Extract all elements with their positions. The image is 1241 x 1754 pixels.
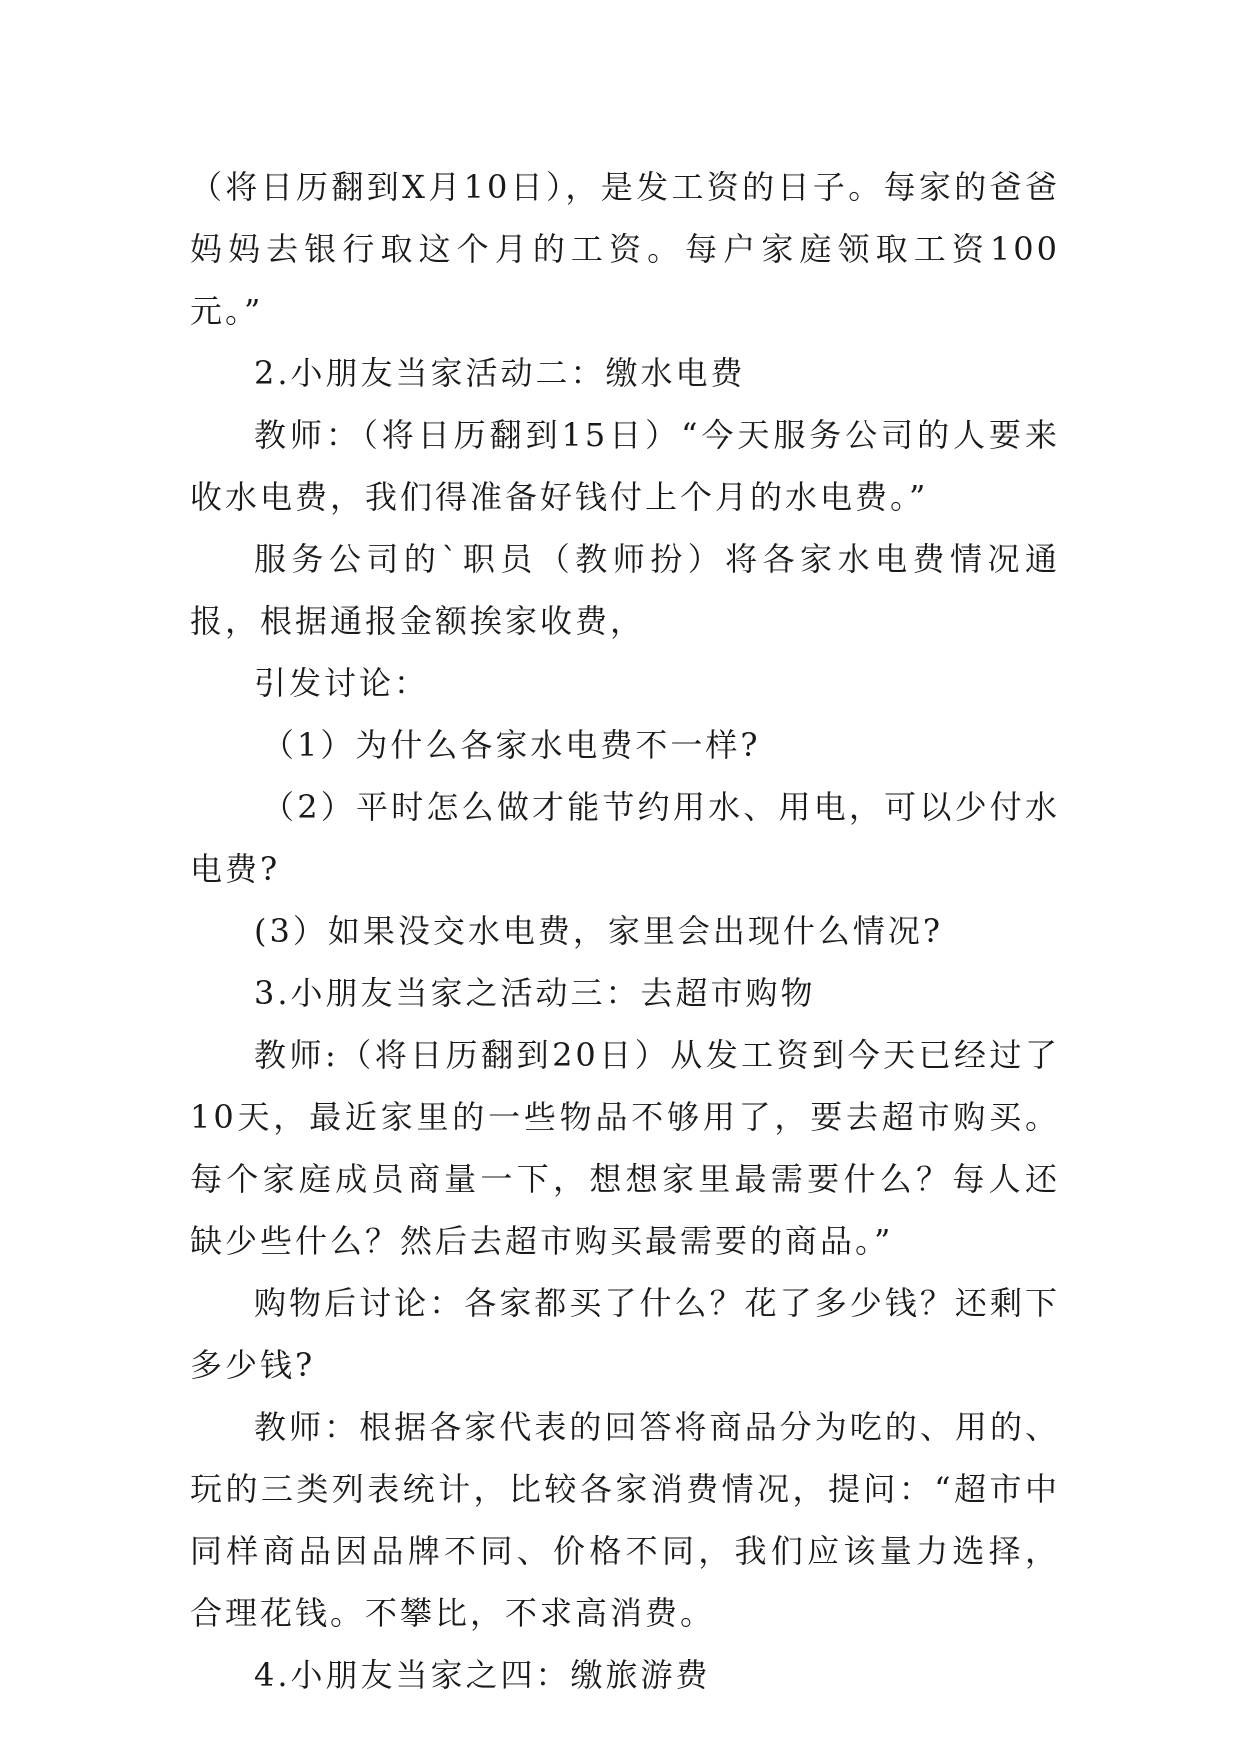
question-two: （2）平时怎么做才能节约用水、用电，可以少付水电费? — [190, 788, 1060, 888]
paragraph-discussion-intro: 引发讨论： — [254, 664, 430, 702]
question-three: (3）如果没交水电费，家里会出现什么情况? — [254, 912, 944, 950]
heading-activity-three: 3.小朋友当家之活动三：去超市购物 — [254, 974, 816, 1012]
paragraph-staff-report: 服务公司的`职员（教师扮）将各家水电费情况通报，根据通报金额挨家收费， — [190, 540, 1060, 640]
heading-activity-four: 4.小朋友当家之四：缴旅游费 — [254, 1656, 711, 1694]
paragraph-after-shopping: 购物后讨论：各家都买了什么？花了多少钱？还剩下多少钱? — [190, 1284, 1060, 1384]
heading-activity-two: 2.小朋友当家活动二：缴水电费 — [254, 354, 746, 392]
paragraph-teacher-utility: 教师：（将日历翻到15日）“今天服务公司的人要来收水电费，我们得准备好钱付上个月的水电费。” — [190, 416, 1060, 516]
document-body — [190, 156, 1060, 1706]
paragraph-teacher-shopping: 教师:（将日历翻到20日）从发工资到今天已经过了10天，最近家里的一些物品不够用了，要去超市购买。每个家庭成员商量一下，想想家里最需要什么？每人还缺少些什么？然后去超市购买最需要的商品。” — [190, 1036, 1060, 1260]
paragraph-salary-day: （将日历翻到X月10日），是发工资的日子。每家的爸爸妈妈去银行取这个月的工资。每户家庭领取工资100元。” — [190, 168, 1060, 330]
paragraph-teacher-summary: 教师：根据各家代表的回答将商品分为吃的、用的、玩的三类列表统计，比较各家消费情况，提问：“超市中同样商品因品牌不同、价格不同，我们应该量力选择，合理花钱。不攀比，不求高消费。 — [190, 1408, 1060, 1632]
question-one: （1）为什么各家水电费不一样? — [262, 726, 761, 764]
